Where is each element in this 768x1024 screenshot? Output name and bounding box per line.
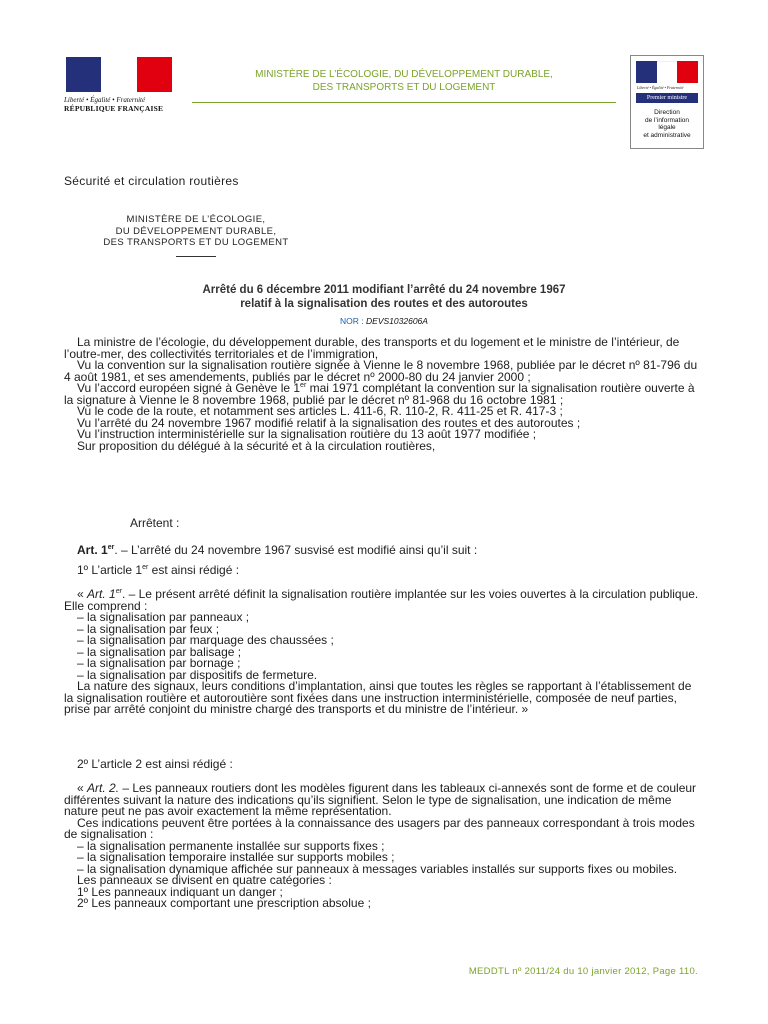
document-title-line2: relatif à la signalisation des routes et des autoroutes (240, 298, 528, 310)
dila-line4: et administrative (643, 131, 691, 139)
rf-motto: Liberté • Égalité • Fraternité (64, 96, 146, 104)
dila-label (631, 109, 703, 139)
article-1-label-sup: er (107, 544, 115, 551)
list-item: – la signalisation permanente installée sur supports fixes ; (77, 838, 385, 853)
preamble (64, 337, 704, 452)
quote-open: « (77, 587, 88, 601)
list-item: – la signalisation par dispositifs de fermeture. (77, 667, 318, 682)
french-flag-icon (66, 57, 172, 92)
issuing-ministry-line1: MINISTÈRE DE L’ÉCOLOGIE, (126, 214, 266, 225)
document-title-line1: Arrêté du 6 décembre 2011 modifiant l’arrêté du 24 novembre 1967 (202, 284, 566, 296)
preamble-vu-accord (64, 383, 704, 406)
vu-accord-sup: er (300, 382, 307, 389)
vu-accord-a: Vu l’accord européen signé à Genève le 1 (77, 381, 301, 395)
ministry-header-line2: DES TRANSPORTS ET DU LOGEMENT (312, 82, 496, 93)
page-footer: MEDDTL nº 2011/24 du 10 janvier 2012, Page 110. (468, 966, 698, 977)
article-1-quote (64, 589, 704, 612)
quote-text: . – Le présent arrêté définit la signalisation routière implantée sur les voies ouvertes à la circulation publique. Elle comprend : (64, 587, 699, 613)
item-1-sup: er (142, 564, 149, 571)
article-1-text: . – L’arrêté du 24 novembre 1967 susvisé est modifié ainsi qu’il suit : (114, 543, 478, 557)
quote-label-sup: er (115, 588, 122, 595)
preamble-vu-arrete: Vu l’arrêté du 24 novembre 1967 modifié relatif à la signalisation des routes et des autoroutes ; (77, 415, 581, 430)
issuing-ministry-line2: DU DÉVELOPPEMENT DURABLE, (115, 225, 277, 237)
issuing-ministry (84, 214, 308, 249)
article-1-body (64, 589, 704, 716)
issuing-ministry-line3: DES TRANSPORTS ET DU LOGEMENT (103, 237, 289, 248)
category-item: 1º Les panneaux indiquant un danger ; (77, 884, 283, 899)
article-2-categories: Les panneaux se divisent en quatre catégories : (77, 873, 332, 887)
article-1-closing: La nature des signaux, leurs conditions d’implantation, ainsi que toutes les règles se rapportant à l’établissement de la signalisation routière et autoroutière sont fixées dans une instruction interministérielle, composée de neuf parties, prise par arrêté conjoint du ministre chargé des transports et du ministre de l’intérieur. » (64, 679, 692, 716)
nor-reference (64, 316, 704, 326)
pm-band: Premier ministre (636, 93, 698, 103)
vu-accord-b: mai 1971 complétant la convention sur la signalisation routière ouverte à la signature à Vienne le 8 novembre 1968, publié par le décret nº 81-968 du 16 octobre 1981 ; (64, 381, 695, 407)
preamble-vu-convention: Vu la convention sur la signalisation routière signée à Vienne le 8 novembre 1968, publiée par le décret nº 81-796 du 4 août 1981, et ses amendements, publiés par le décret nº 2000-80 du 24 janvier 2000 ; (64, 358, 698, 384)
list-item: – la signalisation par panneaux ; (77, 610, 250, 624)
preamble-proposition: Sur proposition du délégué à la sécurité et à la circulation routières, (77, 438, 436, 453)
dila-line3: légale (658, 124, 676, 131)
ministry-header-line1: MINISTÈRE DE L’ÉCOLOGIE, DU DÉVELOPPEMENT DURABLE, (255, 69, 553, 80)
preamble-ministers: La ministre de l’écologie, du développement durable, des transports et du logement et le ministre de l’intérieur, de l’outre-mer, des collectivités territoriales et de l’immigration, (64, 335, 680, 361)
category-item: 2º Les panneaux comportant une prescription absolue ; (77, 896, 371, 910)
dila-line1: Direction (654, 109, 680, 116)
list-item: – la signalisation dynamique affichée sur panneaux à messages variables installés sur supports fixes ou mobiles. (77, 861, 678, 876)
list-item: – la signalisation par feux ; (77, 621, 220, 636)
quote-open: « (77, 781, 88, 795)
nor-value: DEVS1032606A (366, 316, 428, 326)
dila-line2: de l’information (644, 116, 690, 124)
list-item: – la signalisation temporaire installée sur supports mobiles ; (77, 850, 395, 864)
quote-text: – Les panneaux routiers dont les modèles figurent dans les tableaux ci-annexés sont de forme et de couleur différentes suivant la nature des indications qu’ils signifient. Selon le type de signalisation, une indication de même nature peut ne pas avoir exactement la même représentation. (64, 781, 697, 818)
article-1-heading (77, 543, 477, 557)
quote-label: Art. 2. (87, 781, 120, 795)
pm-motto: Liberté • Égalité • Fraternité (637, 85, 684, 90)
article-1-item-1 (77, 563, 239, 577)
article-2-body (64, 783, 704, 910)
list-item: – la signalisation par balisage ; (77, 644, 242, 659)
article-2-quote (64, 783, 704, 818)
article-2-modes: Ces indications peuvent être portées à la connaissance des usagers par des panneaux correspondant à trois modes de signalisation : (64, 815, 695, 841)
list-item: – la signalisation par bornage ; (77, 656, 241, 670)
preamble-vu-code: Vu le code de la route, et notamment ses articles L. 411-6, R. 110-2, R. 411-25 et R. 417-3 ; (77, 404, 563, 418)
document-title (64, 283, 704, 311)
list-item: – la signalisation par marquage des chaussées ; (77, 633, 334, 647)
header-divider (192, 102, 616, 103)
article-1-label: Art. 1 (77, 543, 108, 557)
author-divider (176, 256, 216, 257)
item-1-num: 1º L’article 1 (77, 563, 143, 577)
section-title: Sécurité et circulation routières (64, 174, 239, 188)
republique-francaise-logo (64, 57, 174, 113)
arretent: Arrêtent : (130, 516, 180, 530)
ministry-header (192, 68, 616, 94)
quote-label: Art. 1 (87, 587, 116, 601)
nor-label: NOR : (340, 316, 367, 326)
item-1-rest: est ainsi rédigé : (148, 563, 240, 577)
preamble-vu-instruction: Vu l’instruction interministérielle sur la signalisation routière du 13 août 1977 modifiée ; (77, 427, 537, 441)
french-flag-small-icon (636, 61, 698, 83)
premier-ministre-logo (630, 55, 704, 149)
article-1-item-2: 2º L’article 2 est ainsi rédigé : (77, 757, 233, 771)
rf-name: RÉPUBLIQUE FRANÇAISE (64, 104, 164, 113)
